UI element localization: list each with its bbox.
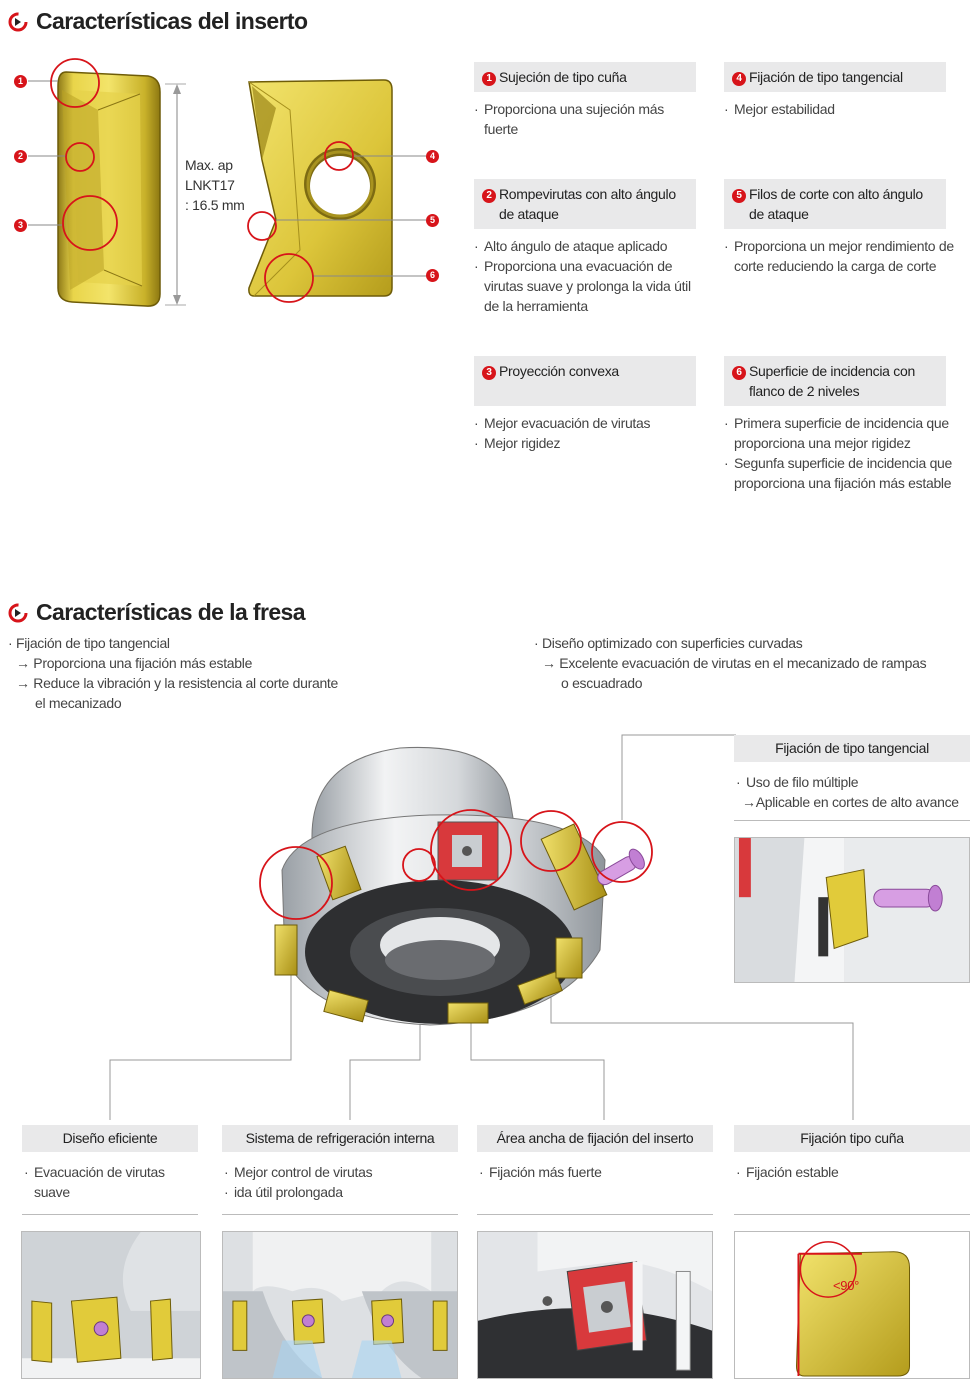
bottom-box-head-3: Área ancha de fijación del inserto xyxy=(477,1125,713,1152)
feature-num-badge: 6 xyxy=(732,366,746,380)
dimension-label: Max. ap LNKT17 : 16.5 mm xyxy=(185,157,245,213)
feature-head-6: 6 Superficie de incidencia con flanco de 2 niveles xyxy=(724,356,946,406)
bottom-box-body-4: · Fijación estable xyxy=(736,1162,972,1182)
insert-title-text: Características del inserto xyxy=(36,8,308,34)
internal-coolant-photo xyxy=(222,1231,458,1379)
feature-head-1: 1 Sujeción de tipo cuña xyxy=(474,62,696,92)
marker-2-left: 2 xyxy=(14,150,27,163)
divider xyxy=(222,1214,458,1215)
feature-num-badge: 3 xyxy=(482,366,496,380)
section-bullet-icon xyxy=(8,603,28,623)
angle-label: <90° xyxy=(833,1278,860,1293)
feature-head-2: 2 Rompevirutas con alto ángulo de ataque xyxy=(474,179,696,229)
divider xyxy=(22,1214,198,1215)
mill-title-text: Características de la fresa xyxy=(36,599,305,625)
mill-right-text: · Diseño optimizado con superficies curvadas → Excelente evacuación de virutas en el mecanizado de rampas o escuadrado xyxy=(534,635,927,691)
insert-section-title xyxy=(8,8,307,35)
feature-num-badge: 1 xyxy=(482,72,496,86)
feature-body-5: · Proporciona un mejor rendimiento de corte reduciendo la carga de corte xyxy=(724,236,964,276)
efficient-design-photo xyxy=(21,1231,201,1379)
feature-num-badge: 5 xyxy=(732,189,746,203)
wedge-clamp-photo xyxy=(734,1231,970,1379)
divider xyxy=(477,1214,713,1215)
mill-section-title xyxy=(8,599,305,626)
feature-head-5: 5 Filos de corte con alto ángulo de ataque xyxy=(724,179,946,229)
divider xyxy=(734,1214,970,1215)
feature-body-6: · Primera superficie de incidencia que proporciona una mejor rigidez · Segunfa superficie de incidencia que proporciona una fijación más estable xyxy=(724,413,964,493)
marker-5-right: 5 xyxy=(426,214,439,227)
marker-6-right: 6 xyxy=(426,269,439,282)
wide-seat-photo xyxy=(477,1231,713,1379)
feature-num-badge: 2 xyxy=(482,189,496,203)
bottom-box-body-3: · Fijación más fuerte xyxy=(479,1162,715,1182)
section-bullet-icon xyxy=(8,12,28,32)
marker-4-right: 4 xyxy=(426,150,439,163)
bottom-box-head-2: Sistema de refrigeración interna xyxy=(222,1125,458,1152)
mill-left-text: · Fijación de tipo tangencial → Proporciona una fijación más estable → Reduce la vibración y la resistencia al corte durante el mecanizado xyxy=(8,635,339,711)
feature-body-2: · Alto ángulo de ataque aplicado · Proporciona una evacuación de virutas suave y prolonga la vida útil de la herramienta xyxy=(474,236,696,316)
bottom-box-head-4: Fijación tipo cuña xyxy=(734,1125,970,1152)
tangential-box-body: · Uso de filo múltiple →Aplicable en cortes de alto avance xyxy=(736,772,972,812)
tangential-photo xyxy=(734,837,970,983)
bottom-box-body-2: · Mejor control de virutas · ida útil prolongada xyxy=(224,1162,460,1202)
marker-3-left: 3 xyxy=(14,219,27,232)
feature-head-4: 4 Fijación de tipo tangencial xyxy=(724,62,946,92)
marker-1-left: 1 xyxy=(14,75,27,88)
divider xyxy=(734,820,970,821)
feature-body-3: · Mejor evacuación de virutas · Mejor rigidez xyxy=(474,413,696,453)
bottom-box-head-1: Diseño eficiente xyxy=(22,1125,198,1152)
feature-body-1: · Proporciona una sujeción más fuerte xyxy=(474,99,696,139)
feature-num-badge: 4 xyxy=(732,72,746,86)
tangential-box-head: Fijación de tipo tangencial xyxy=(734,735,970,762)
feature-body-4: · Mejor estabilidad xyxy=(724,99,964,119)
feature-head-3: 3 Proyección convexa xyxy=(474,356,696,406)
bottom-box-body-1: · Evacuación de virutas suave xyxy=(24,1162,200,1202)
